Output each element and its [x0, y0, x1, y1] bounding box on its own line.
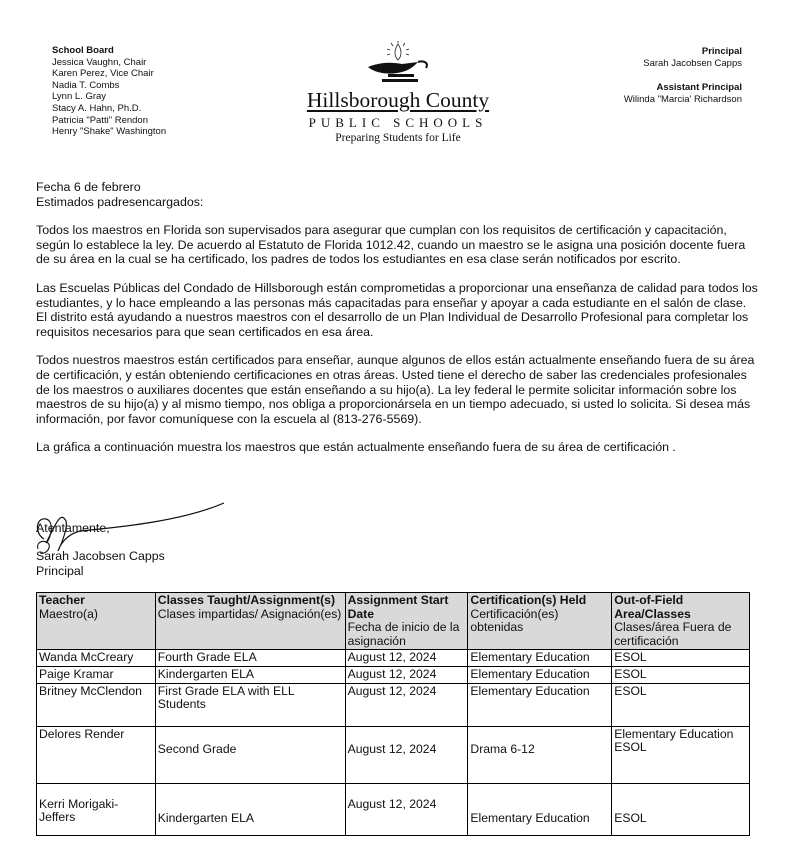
principal-title: Principal — [701, 46, 742, 57]
teacher-cell: Kerri Morigaki-Jeffers — [37, 783, 156, 835]
start-date-cell: August 12, 2024 — [345, 650, 468, 667]
certification-cell: Drama 6-12 — [468, 726, 612, 783]
public-schools-label: PUBLIC SCHOOLS — [308, 115, 488, 130]
out-of-field-cell: ESOL — [612, 783, 750, 835]
header-start-date: Assignment Start Date Fecha de inicio de la asignación — [345, 593, 468, 650]
table-row — [37, 683, 750, 726]
out-of-field-cell: ESOL — [612, 666, 750, 683]
header-teacher: Teacher Maestro(a) — [37, 593, 156, 650]
out-of-field-cell: ESOL — [612, 650, 750, 667]
signer-title: Principal — [36, 564, 84, 578]
assistant-principal-title: Assistant Principal — [656, 82, 742, 94]
out-of-field-table — [36, 592, 750, 836]
lamp-of-learning-icon — [358, 40, 438, 86]
certification-cell: Elementary Education — [468, 683, 612, 726]
header-out-of-field: Out-of-Field Area/Classes Clases/área Fuera de certificación — [612, 593, 750, 650]
start-date-cell: August 12, 2024 — [345, 666, 468, 683]
letter-paragraph: Las Escuelas Públicas del Condado de Hillsborough están comprometidas a proporcionar una enseñanza de calidad para todos los estudiantes, y lo hace empleando a las personas más capacitadas para enseñar y apoyar a cada estudiante en el salón de clase. El distrito está ayudando a nuestros maestros con el desarrollo de un Plan Individual de Desarrollo Profesional para completar los requisitos necesarios para que sean certificados en esa área. — [36, 280, 758, 339]
letter-paragraph: Todos los maestros en Florida son supervisados para asegurar que cumplan con los requisitos de certificación y capacitación, según lo establece la ley. De acuerdo al Estatuto de Florida 1012.42, cuando un maestro se le asigna una posición docente fuera de su área en la cual se ha certificado, los padres de todos los estudiantes en esa clase serán notificados por escrito. — [36, 223, 746, 267]
table-row — [37, 666, 750, 683]
letter-paragraph: Todos nuestros maestros están certificados para enseñar, aunque algunos de ellos están actualmente enseñando fuera de su área de certificación, y están obteniendo certificaciones en otras áreas. Usted tiene el derecho de saber las credenciales profesionales de los maestros o auxiliares docentes que están enseñando a su hijo(a). La ley federal le permite solicitar información sobre los maestros de su hijo(a) y al mismo tiempo, nos obliga a proporcionársela en un tiempo adecuado, si usted lo solicita. Si desea más información, por favor comuníquese con la escuela al (813-276-5569). — [36, 353, 755, 426]
district-tagline: Preparing Students for Life — [335, 132, 461, 144]
teacher-cell: Paige Kramar — [37, 666, 156, 683]
start-date-cell: August 12, 2024 — [345, 726, 468, 783]
assistant-principal-name: Wilinda "Marcia' Richardson — [623, 93, 742, 105]
table-header-row — [37, 593, 750, 650]
classes-cell: First Grade ELA with ELL Students — [155, 683, 345, 726]
letter-paragraph: La gráfica a continuación muestra los maestros que están actualmente enseñando fuera de su área de certificación . — [36, 440, 676, 455]
board-member: Karen Perez, Vice Chair — [52, 68, 154, 80]
classes-cell: Fourth Grade ELA — [155, 650, 345, 667]
table-row — [37, 783, 750, 835]
start-date-cell: August 12, 2024 — [345, 783, 468, 835]
board-member: Lynn L. Gray — [52, 91, 107, 103]
classes-cell: Kindergarten ELA — [155, 666, 345, 683]
school-board-title: School Board — [52, 45, 114, 56]
board-member: Stacy A. Hahn, Ph.D. — [52, 102, 142, 114]
principal-name: Sarah Jacobsen Capps — [643, 57, 742, 69]
table-row — [37, 726, 750, 783]
county-name: Hillsborough County — [306, 88, 490, 112]
header-certification: Certification(s) Held Certificación(es) obtenidas — [468, 593, 612, 650]
board-member: Nadia T. Combs — [52, 79, 120, 91]
letter-greeting: Estimados padresencargados: — [36, 194, 204, 209]
table-row — [37, 650, 750, 667]
board-member: Patricia "Patti" Rendon — [52, 114, 148, 126]
certification-cell: Elementary Education — [468, 650, 612, 667]
board-member: Henry "Shake" Washington — [52, 126, 167, 138]
board-member: Jessica Vaughn, Chair — [52, 56, 147, 68]
header-classes: Classes Taught/Assignment(s) Clases impartidas/ Asignación(es) — [155, 593, 345, 650]
signer-name: Sarah Jacobsen Capps — [36, 549, 165, 563]
school-board-list — [52, 45, 166, 138]
letter-date: Fecha 6 de febrero — [36, 180, 141, 194]
certification-cell: Elementary Education — [468, 783, 612, 835]
teacher-cell: Britney McClendon — [37, 683, 156, 726]
certification-cell: Elementary Education — [468, 666, 612, 683]
classes-cell: Kindergarten ELA — [155, 783, 345, 835]
start-date-cell: August 12, 2024 — [345, 683, 468, 726]
letter-body — [36, 180, 758, 469]
district-logo — [287, 40, 509, 144]
out-of-field-cell: ESOL — [612, 683, 750, 726]
administration-block — [624, 46, 742, 105]
teacher-cell: Wanda McCreary — [37, 650, 156, 667]
closing: Atentamente, — [36, 521, 110, 535]
out-of-field-cell: Elementary Education ESOL — [612, 726, 750, 783]
signature-block — [36, 503, 296, 583]
teacher-cell: Delores Render — [37, 726, 156, 783]
classes-cell: Second Grade — [155, 726, 345, 783]
